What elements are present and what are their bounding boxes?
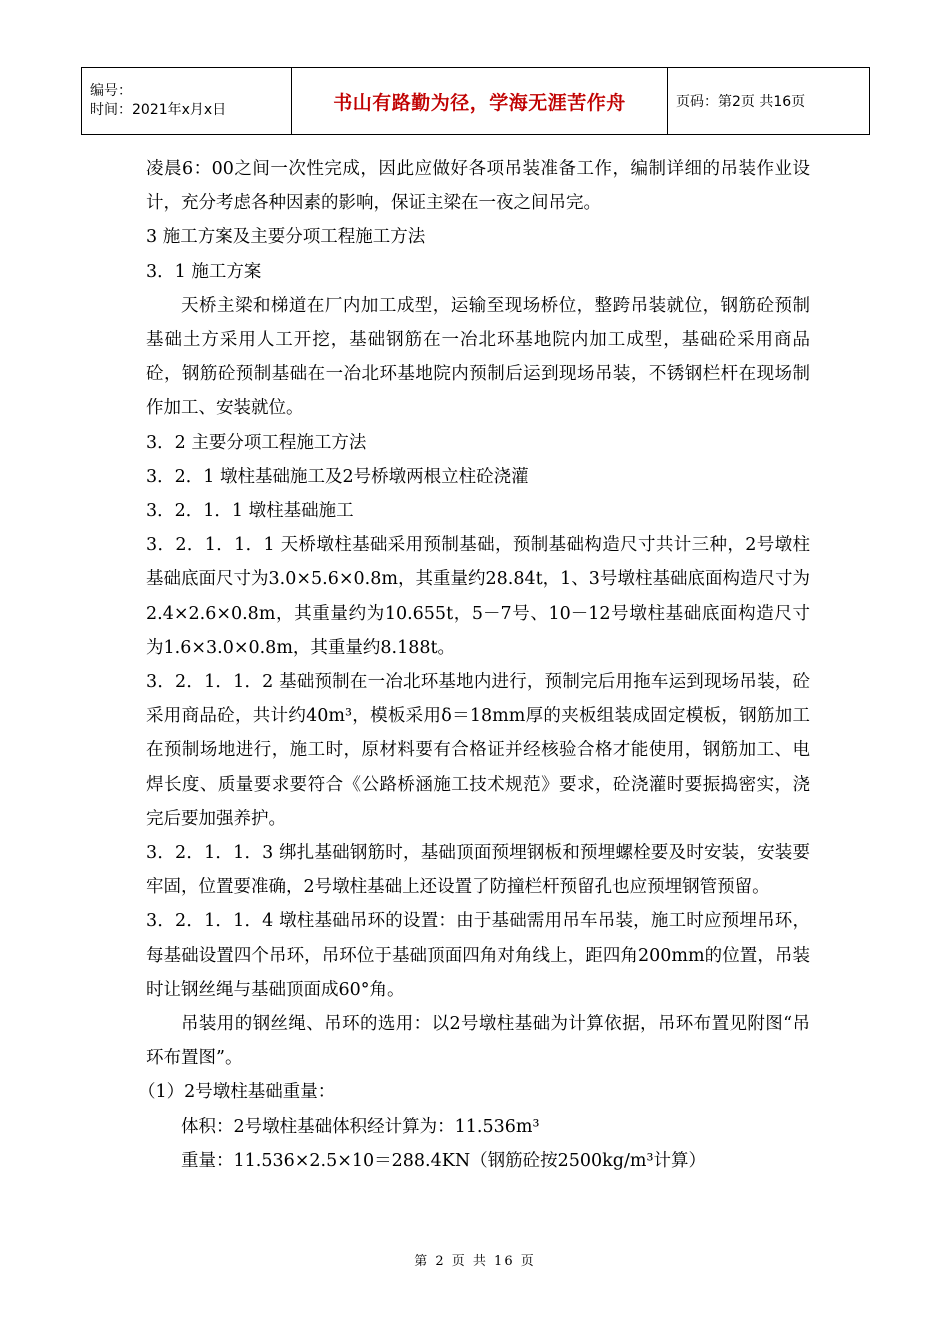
paragraph-lifting-selection: 吊装用的钢丝绳、吊环的选用：以2号墩柱基础为计算依据，吊环布置见附图“吊环布置图”。 [146, 1014, 810, 1069]
section-heading-3: 3 施工方案及主要分项工程施工方法 [146, 227, 426, 248]
paragraph-3-2-1-1-1: 3．2．1．1．1 天桥墩柱基础采用预制基础，预制基础构造尺寸共计三种，2号墩柱基础底面尺寸为3.0×5.6×0.8m，其重量约28.84t，1、3号墩柱基础底面构造尺寸为2.4×2.6×0.8m，其重量约为10.655t，5－7号、10－12号墩柱基础底面构造尺寸为1.6×3.0×0.8m，其重量约8.188t。 [146, 535, 810, 658]
document-date-label: 时间：2021年x月x日 [90, 102, 227, 118]
section-heading-3-2: 3．2 主要分项工程施工方法 [146, 432, 367, 453]
section-heading-3-2-1: 3．2．1 墩柱基础施工及2号桥墩两根立柱砼浇灌 [146, 466, 529, 487]
paragraph-volume: 体积：2号墩柱基础体积经计算为：11.536m³ [181, 1116, 540, 1137]
section-heading-3-1: 3．1 施工方案 [146, 261, 262, 282]
paragraph-weight: 重量：11.536×2.5×10＝288.4KN（钢筋砼按2500kg/m³计算） [181, 1150, 706, 1171]
paragraph-construction-plan: 天桥主梁和梯道在厂内加工成型，运输至现场桥位，整跨吊装就位，钢筋砼预制基础土方采用人工开挖，基础钢筋在一冶北环基地院内加工成型，基础砼采用商品砼，钢筋砼预制基础在一冶北环基地院内预制后运到现场吊装，不锈钢栏杆在现场制作加工、安装就位。 [146, 295, 810, 419]
document-header [81, 67, 870, 135]
section-heading-3-2-1-1: 3．2．1．1 墩柱基础施工 [146, 501, 354, 522]
header-motto: 书山有路勤为径，学海无涯苦作舟 [292, 68, 668, 135]
paragraph-3-2-1-1-2: 3．2．1．1．2 基础预制在一冶北环基地内进行，预制完后用拖车运到现场吊装，砼采用商品砼，共计约40m³，模板采用δ＝18mm厚的夹板组装成固定模板，钢筋加工在预制场地进行，施工时，原材料要有合格证并经核验合格才能使用，钢筋加工、电焊长度、质量要求要符合《公路桥涵施工技术规范》要求，砼浇灌时要振捣密实，浇完后要加强养护。 [146, 672, 810, 829]
page-footer: 第 2 页 共 16 页 [414, 1254, 536, 1269]
header-meta-cell [82, 68, 292, 135]
paragraph-item-1: （1）2号墩柱基础重量： [138, 1082, 336, 1103]
header-page-code: 页码：第2页 共16页 [668, 68, 870, 135]
paragraph-3-2-1-1-3: 3．2．1．1．3 绑扎基础钢筋时，基础顶面预埋钢板和预埋螺栓要及时安装，安装要牢固，位置要准确，2号墩柱基础上还设置了防撞栏杆预留孔也应预埋钢管预留。 [146, 843, 810, 898]
paragraph-continuation: 凌晨6：00之间一次性完成，因此应做好各项吊装准备工作，编制详细的吊装作业设计，充分考虑各种因素的影响，保证主梁在一夜之间吊完。 [146, 159, 810, 214]
paragraph-3-2-1-1-4: 3．2．1．1．4 墩柱基础吊环的设置：由于基础需用吊车吊装，施工时应预埋吊环，每基础设置四个吊环，吊环位于基础顶面四角对角线上，距四角200mm的位置，吊装时让钢丝绳与基础顶面成60°角。 [146, 911, 810, 1000]
document-body [138, 152, 810, 1178]
document-number-label: 编号： [90, 83, 132, 99]
